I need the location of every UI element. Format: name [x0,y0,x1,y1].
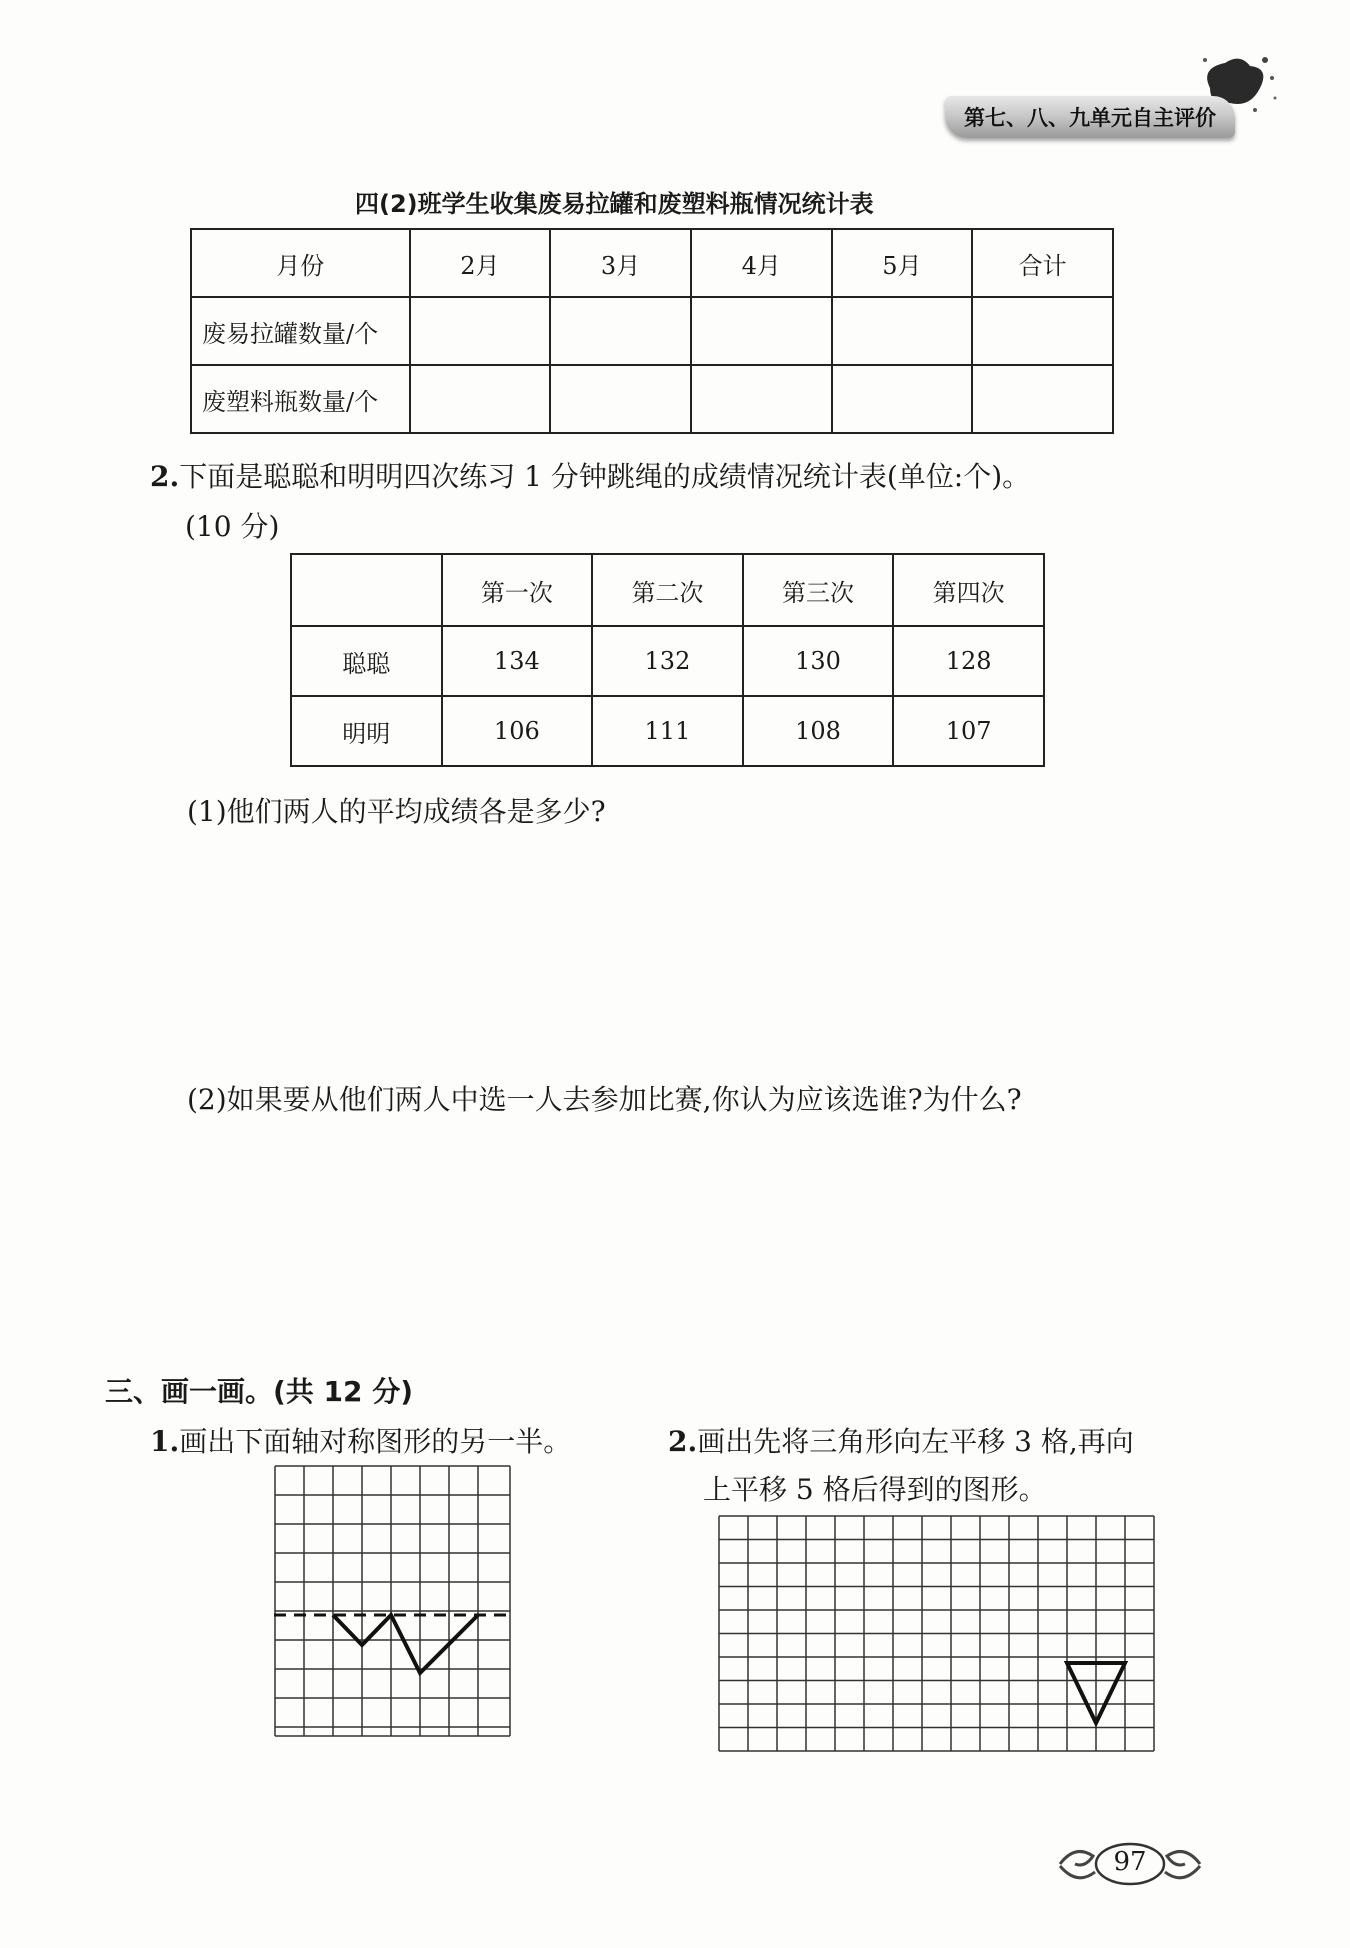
table1-header: 月份 [191,229,410,297]
score-cell: 106 [442,696,593,766]
table2-header: 第一次 [442,554,593,626]
answer-area-1[interactable] [150,840,1200,1060]
score-cell: 134 [442,626,593,696]
blank-cell[interactable] [550,297,691,365]
half-shape [333,1615,478,1673]
table-row [291,696,1044,766]
task2-text-line1 [668,1420,1134,1460]
table2-header: 第三次 [743,554,894,626]
blank-cell[interactable] [832,297,973,365]
question-body: 下面是聪聪和明明四次练习 1 分钟跳绳的成绩情况统计表(单位:个)。 [179,460,1031,493]
score-cell: 130 [743,626,894,696]
table1-title: 四(2)班学生收集废易拉罐和废塑料瓶情况统计表 [355,190,874,218]
grid-lines [275,1466,510,1736]
table1-header-row [191,229,1113,297]
section3-title: 三、画一画。(共 12 分) [105,1375,414,1408]
table1-header: 2月 [410,229,551,297]
collection-table [190,228,1114,434]
subquestion-1: (1)他们两人的平均成绩各是多少? [187,795,606,828]
blank-cell[interactable] [550,365,691,433]
blank-cell[interactable] [972,297,1113,365]
table1-header: 4月 [691,229,832,297]
score-cell: 132 [592,626,743,696]
score-cell: 107 [893,696,1044,766]
question2-text [150,455,1030,495]
blank-cell[interactable] [972,365,1113,433]
translation-grid[interactable] [718,1515,1156,1755]
task1-text [150,1420,571,1460]
score-cell: 128 [893,626,1044,696]
table-row [291,626,1044,696]
table1-header: 合计 [972,229,1113,297]
blank-cell[interactable] [691,297,832,365]
table1-header: 5月 [832,229,973,297]
question2-points: (10 分) [185,510,280,543]
row-label-cans: 废易拉罐数量/个 [191,297,410,365]
jump-rope-table [290,553,1045,767]
task-body: 画出先将三角形向左平移 3 格,再向 [697,1425,1134,1458]
table-row [191,365,1113,433]
subquestion-2: (2)如果要从他们两人中选一人去参加比赛,你认为应该选谁?为什么? [187,1083,1022,1116]
row-label-bottles: 废塑料瓶数量/个 [191,365,410,433]
question-number: 2. [150,460,180,493]
unit-badge: 第七、八、九单元自主评价 [945,96,1235,138]
blank-cell[interactable] [410,365,551,433]
blank-cell[interactable] [691,365,832,433]
task-number: 2. [668,1425,698,1458]
table2-header: 第四次 [893,554,1044,626]
table2-header: 第二次 [592,554,743,626]
student-name: 明明 [291,696,442,766]
task-number: 1. [150,1425,180,1458]
task2-text-line2: 上平移 5 格后得到的图形。 [703,1473,1047,1506]
symmetry-grid[interactable] [274,1465,512,1737]
student-name: 聪聪 [291,626,442,696]
table-row [191,297,1113,365]
blank-cell[interactable] [832,365,973,433]
table1-header: 3月 [550,229,691,297]
task-body: 画出下面轴对称图形的另一半。 [179,1425,572,1458]
blank-cell[interactable] [410,297,551,365]
score-cell: 111 [592,696,743,766]
answer-area-2[interactable] [150,1130,1200,1350]
page-number: 97 [1113,1847,1147,1877]
score-cell: 108 [743,696,894,766]
table2-corner [291,554,442,626]
table2-header-row [291,554,1044,626]
grid-lines [719,1516,1154,1751]
